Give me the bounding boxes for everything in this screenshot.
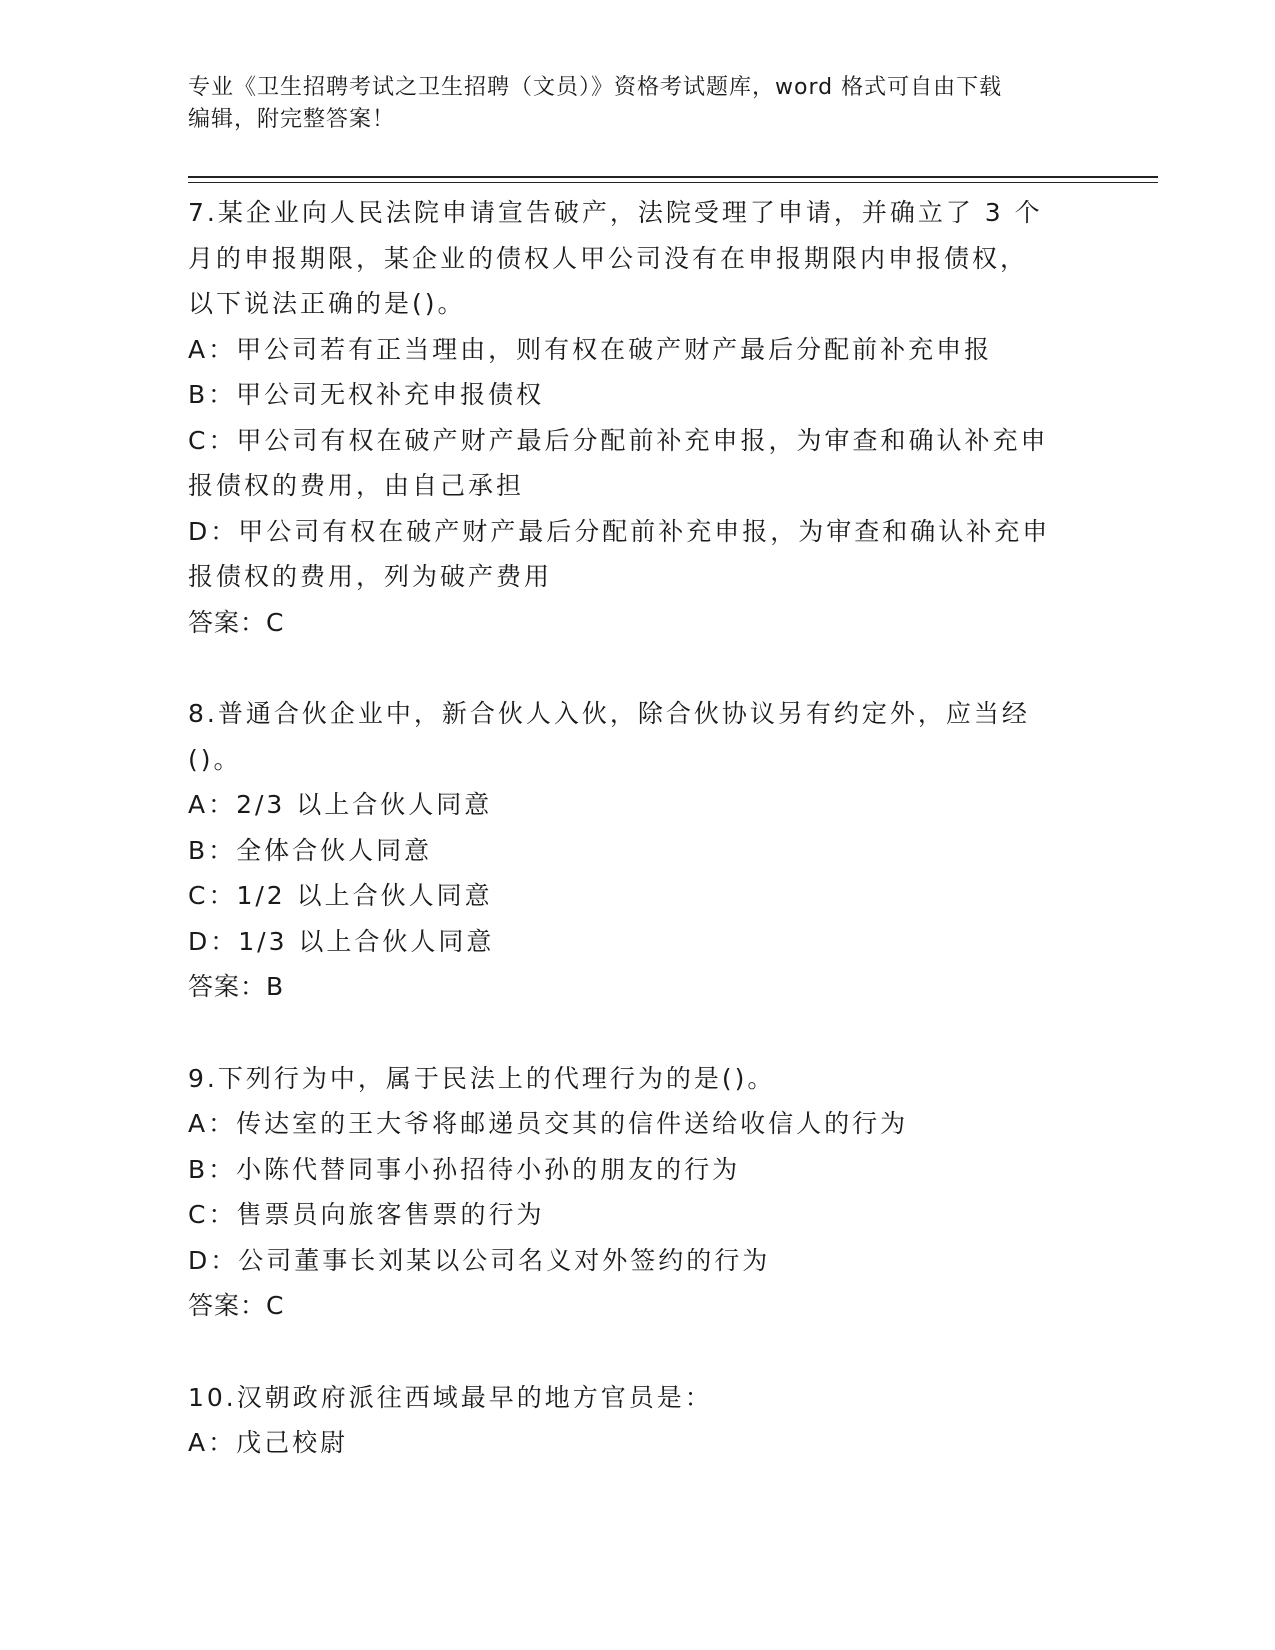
question-stem-line: ()。 <box>188 744 242 774</box>
option-line: 报债权的费用，由自己承担 <box>188 471 525 500</box>
header-line-2: 编辑，附完整答案！ <box>188 107 396 132</box>
option-line: D：公司董事长刘某以公司名义对外签约的行为 <box>188 1245 771 1275</box>
option-line: D：1/3 以上合伙人同意 <box>188 926 495 956</box>
option-line: A：甲公司若有正当理由，则有权在破产财产最后分配前补充申报 <box>188 334 993 364</box>
answer-line: 答案：C <box>188 607 285 637</box>
option-line: B：全体合伙人同意 <box>188 835 433 865</box>
question-stem-line: 8.普通合伙企业中，新合伙人入伙，除合伙协议另有约定外，应当经 <box>188 699 1030 728</box>
question-stem-line: 10.汉朝政府派往西域最早的地方官员是： <box>188 1382 713 1412</box>
question-block <box>188 1375 1088 1466</box>
question-stem-line: 以下说法正确的是()。 <box>188 289 466 318</box>
question-list <box>188 190 1088 1512</box>
document-header <box>188 72 1088 136</box>
question-stem-line: 月的申报期限，某企业的债权人甲公司没有在申报期限内申报债权， <box>188 243 1029 273</box>
header-divider-thin <box>188 182 1158 183</box>
option-line: B：小陈代替同事小孙招待小孙的朋友的行为 <box>188 1154 741 1184</box>
option-line: D：甲公司有权在破产财产最后分配前补充申报，为审查和确认补充申 <box>188 516 1051 546</box>
question-stem-line: 7.某企业向人民法院申请宣告破产，法院受理了申请，并确立了 3 个 <box>188 198 1043 227</box>
header-line-1: 专业《卫生招聘考试之卫生招聘（文员）》资格考试题库，word 格式可自由下载 <box>188 75 1003 100</box>
option-line: 报债权的费用，列为破产费用 <box>188 562 553 591</box>
option-line: B：甲公司无权补充申报债权 <box>188 380 545 409</box>
answer-line: 答案：C <box>188 1291 285 1320</box>
option-line: C：甲公司有权在破产财产最后分配前补充申报，为审查和确认补充申 <box>188 425 1049 455</box>
question-block <box>188 190 1088 645</box>
question-stem-line: 9.下列行为中，属于民法上的代理行为的是()。 <box>188 1063 776 1093</box>
question-block <box>188 691 1088 1010</box>
option-line: C：1/2 以上合伙人同意 <box>188 881 493 910</box>
option-line: A：传达室的王大爷将邮递员交其的信件送给收信人的行为 <box>188 1109 909 1138</box>
option-line: C：售票员向旅客售票的行为 <box>188 1200 545 1229</box>
option-line: A：戊己校尉 <box>188 1428 349 1457</box>
header-divider-thick <box>188 176 1158 178</box>
question-block <box>188 1056 1088 1329</box>
option-line: A：2/3 以上合伙人同意 <box>188 790 493 819</box>
answer-line: 答案：B <box>188 972 285 1001</box>
